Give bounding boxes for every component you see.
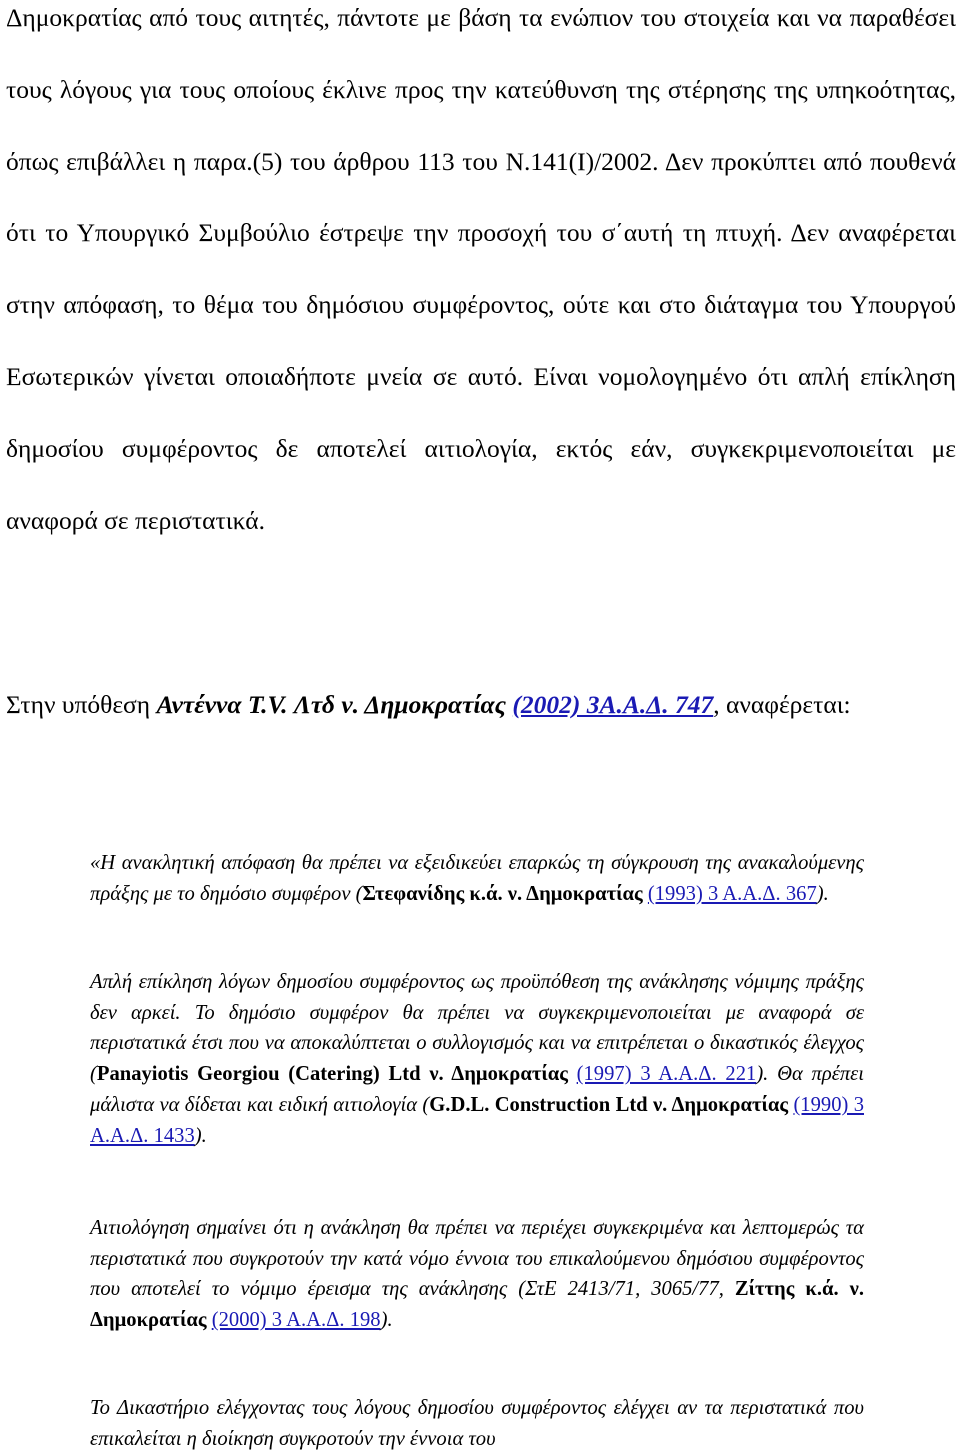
quote2-case-name-1: Panayiotis Georgiou (Catering) Ltd ν. Δημοκρατίας (96, 1063, 568, 1086)
case-intro-paragraph (6, 669, 954, 741)
case-intro-lead: Στην υπόθεση (6, 690, 157, 719)
quote3-case-name: Ζίττης κ.ά. ν. Δημοκρατίας (90, 1278, 865, 1332)
quote1-case-name: Στεφανίδης κ.ά. ν. Δημοκρατίας (362, 882, 643, 905)
case-citation-link[interactable]: (2002) 3Α.Α.Δ. 747 (512, 690, 714, 719)
quote2-citation-link-2[interactable]: (1990) 3 Α.Α.Δ. 1433 (90, 1093, 864, 1147)
quote3-citation-link[interactable]: (2000) 3 Α.Α.Δ. 198 (211, 1309, 381, 1332)
quote-paragraph-1: «Η ανακλητική απόφαση θα πρέπει να εξειδικεύει επαρκώς τη σύγκρουση της ανακαλούμενης πράξης με το δημόσιο συμφέρον (Στεφανίδης κ.ά. ν. Δημοκρατίας (1993) 3 Α.Α.Δ. 367). (90, 852, 864, 905)
quote2-citation-link-1[interactable]: (1997) 3 Α.Α.Δ. 221 (576, 1063, 757, 1086)
quote-paragraph-4: Το Δικαστήριο ελέγχοντας τους λόγους δημοσίου συμφέροντος ελέγχει αν τα περιστατικά που επικαλείται η διοίκηση συγκροτούν την έννοια του (90, 1397, 864, 1450)
quote-paragraph-2: Απλή επίκληση λόγων δημοσίου συμφέροντος ως προϋπόθεση της ανάκλησης νόμιμης πράξης δεν αρκεί. Το δημόσιο συμφέρον θα πρέπει να συγκεκριμενοποιείται με αναφορά σε περιστατικά έτσι που να αποκαλύπτεται ο συλλογισμός και να επιτρέπεται ο δικαστικός έλεγχος (Panayiotis Georgiou (Catering) Ltd ν. Δημοκρατίας (1997) 3 Α.Α.Δ. 221). Θα πρέπει μάλιστα να δίδεται και ειδική αιτιολογία (G.D.L. Construction Ltd ν. Δημοκρατίας (1990) 3 Α.Α.Δ. 1433). (90, 971, 864, 1147)
body-paragraph: Δημοκρατίας από τους αιτητές, πάντοτε με βάση τα ενώπιον του στοιχεία και να παραθέσει τους λόγους για τους οποίους έκλινε προς την κατεύθυνση της στέρησης της υπηκοότητας, όπως επιβάλλει η παρα.(5) του άρθρου 113 του Ν.141(Ι)/2002. Δεν προκύπτει από πουθενά ότι το Υπουργικό Συμβούλιο έστρεψε την προσοχή του σ΄αυτή τη πτυχή. Δεν αναφέρεται στην απόφαση, το θέμα του δημόσιου συμφέροντος, ούτε και στο διάταγμα του Υπουργού Εσωτερικών γίνεται οποιαδήποτε μνεία σε αυτό. Είναι νομολογημένο ότι απλή επίκληση δημοσίου συμφέροντος δε αποτελεί αιτιολογία, εκτός εάν, συγκεκριμενοποιείται με αναφορά σε περιστατικά. (6, 3, 956, 535)
quote-paragraph-3: Αιτιολόγηση σημαίνει ότι η ανάκληση θα πρέπει να περιέχει συγκεκριμένα και λεπτομερώς τα περιστατικά που συγκροτούν την κατά νόμο έννοια του επικαλούμενου δημόσιου συμφέροντος που αποτελεί το νόμιμο έρεισμα της ανάκλησης (ΣτΕ 2413/71, 3065/77, Ζίττης κ.ά. ν. Δημοκρατίας (2000) 3 Α.Α.Δ. 198). (90, 1217, 865, 1332)
quote1-citation-link[interactable]: (1993) 3 Α.Α.Δ. 367 (647, 882, 817, 905)
case-name: Αντέννα T.V. Λτδ ν. Δημοκρατίας (156, 690, 506, 719)
quote2-case-name-2: G.D.L. Construction Ltd ν. Δημοκρατίας (429, 1093, 789, 1116)
document-page (6, 0, 956, 1450)
case-intro-trail: , αναφέρεται: (713, 690, 851, 719)
